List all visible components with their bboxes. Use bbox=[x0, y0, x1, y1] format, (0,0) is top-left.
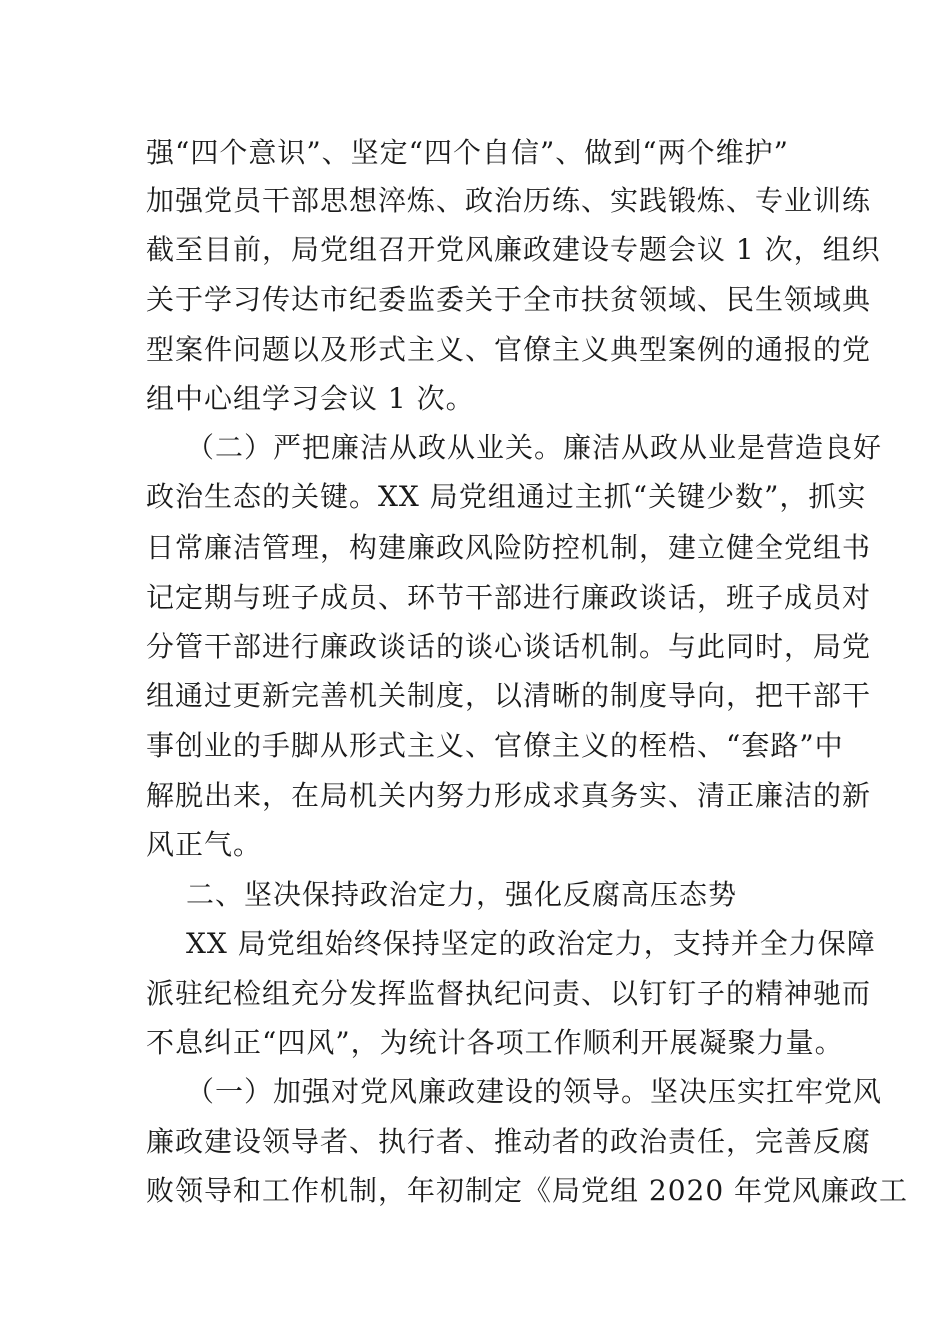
text-line: 记定期与班子成员、环节干部进行廉政谈话，班子成员对 bbox=[146, 581, 872, 614]
text-line: 关于学习传达市纪委监委关于全市扶贫领域、民生领域典 bbox=[146, 283, 872, 316]
text-line: 政治生态的关键。XX 局党组通过主抓“关键少数”，抓实 bbox=[146, 480, 867, 513]
text-line: 廉政建设领导者、执行者、推动者的政治责任，完善反腐 bbox=[146, 1125, 872, 1158]
text-line: 事创业的手脚从形式主义、官僚主义的桎梏、“套路”中 bbox=[146, 729, 844, 762]
text-line: 解脱出来，在局机关内努力形成求真务实、清正廉洁的新 bbox=[146, 779, 872, 812]
text-line: 派驻纪检组充分发挥监督执纪问责、以钉钉子的精神驰而 bbox=[146, 977, 872, 1010]
text-line: 分管干部进行廉政谈话的谈心谈话机制。与此同时，局党 bbox=[146, 630, 872, 663]
text-line: 截至目前，局党组召开党风廉政建设专题会议 1 次，组织 bbox=[146, 233, 881, 266]
paragraph-start-line: （一）加强对党风廉政建设的领导。坚决压实扛牢党风 bbox=[186, 1075, 883, 1108]
text-line: 强“四个意识”、坚定“四个自信”、做到“两个维护” bbox=[146, 136, 789, 169]
text-line: 日常廉洁管理，构建廉政风险防控机制，建立健全党组书 bbox=[146, 531, 872, 564]
text-line: 不息纠正“四风”，为统计各项工作顺利开展凝聚力量。 bbox=[146, 1026, 844, 1059]
paragraph-start-line: （二）严把廉洁从政从业关。廉洁从政从业是营造良好 bbox=[186, 431, 883, 464]
text-line: 败领导和工作机制，年初制定《局党组 2020 年党风廉政工 bbox=[146, 1174, 909, 1207]
paragraph-start-line: XX 局党组始终保持坚定的政治定力，支持并全力保障 bbox=[186, 927, 876, 960]
text-line: 风正气。 bbox=[146, 828, 263, 861]
text-line: 型案件问题以及形式主义、官僚主义典型案例的通报的党 bbox=[146, 333, 872, 366]
section-heading: 二、坚决保持政治定力，强化反腐高压态势 bbox=[186, 878, 738, 911]
text-line: 组通过更新完善机关制度，以清晰的制度导向，把干部干 bbox=[146, 679, 872, 712]
text-line: 组中心组学习会议 1 次。 bbox=[146, 382, 475, 415]
text-line: 加强党员干部思想淬炼、政治历练、实践锻炼、专业训练 bbox=[146, 184, 872, 217]
